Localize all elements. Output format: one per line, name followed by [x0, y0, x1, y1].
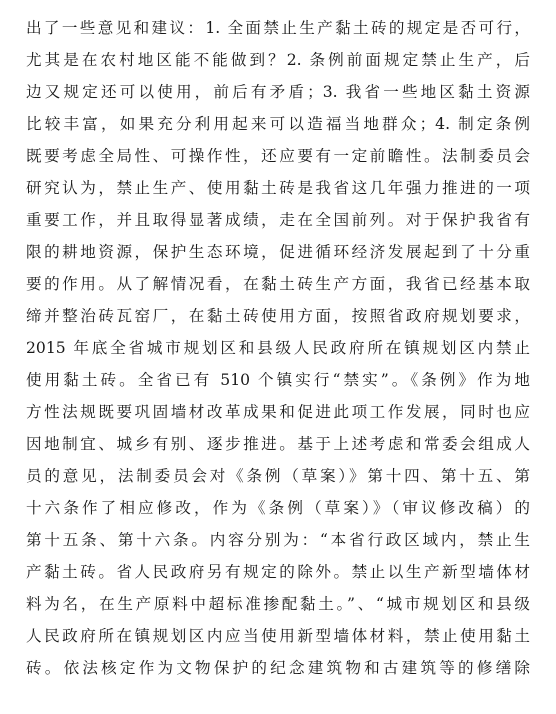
text-line-11: 2015 年底全省城市规划区和县级人民政府所在镇规划区内禁止	[26, 339, 530, 357]
text-line-10: 缔并整治砖瓦窑厂，在黏土砖使用方面，按照省政府规划要求，	[26, 307, 530, 325]
text-line-20: 人民政府所在镇规划区内应当使用新型墙体材料，禁止使用黏土	[26, 627, 530, 645]
text-line-13: 方性法规既要巩固墙材改革成果和促进此项工作发展，同时也应	[26, 403, 530, 421]
text-line-14: 因地制宜、城乡有别、逐步推进。基于上述考虑和常委会组成人	[26, 435, 530, 453]
text-line-9: 要的作用。从了解情况看，在黏土砖生产方面，我省已经基本取	[26, 275, 530, 293]
text-line-12: 使用黏土砖。全省已有 510 个镇实行“禁实”。《条例》作为地	[26, 371, 530, 389]
text-line-2: 尤其是在农村地区能不能做到？2. 条例前面规定禁止生产，后	[26, 51, 530, 69]
body-text	[26, 0, 530, 684]
text-line-5: 既要考虑全局性、可操作性，还应要有一定前瞻性。法制委员会	[26, 147, 530, 165]
text-line-16: 十六条作了相应修改，作为《条例（草案）》（审议修改稿）的	[26, 499, 530, 517]
text-line-7: 重要工作，并且取得显著成绩，走在全国前列。对于保护我省有	[26, 211, 530, 229]
text-line-18: 产黏土砖。省人民政府另有规定的除外。禁止以生产新型墙体材	[26, 563, 530, 581]
text-line-21: 砖。依法核定作为文物保护的纪念建筑物和古建筑等的修缮除	[26, 659, 530, 677]
text-line-4: 比较丰富，如果充分利用起来可以造福当地群众；4. 制定条例	[26, 115, 530, 133]
text-line-3: 边又规定还可以使用，前后有矛盾；3. 我省一些地区黏土资源	[26, 83, 530, 101]
text-line-15: 员的意见，法制委员会对《条例（草案）》第十四、第十五、第	[26, 467, 530, 485]
text-line-19: 料为名，在生产原料中超标准掺配黏土。”、“城市规划区和县级	[26, 595, 530, 613]
text-line-17: 第十五条、第十六条。内容分别为：“本省行政区域内，禁止生	[26, 531, 530, 549]
text-line-6: 研究认为，禁止生产、使用黏土砖是我省这几年强力推进的一项	[26, 179, 530, 197]
text-line-1: 出了一些意见和建议：1. 全面禁止生产黏土砖的规定是否可行，	[26, 19, 530, 37]
text-line-8: 限的耕地资源，保护生态环境，促进循环经济发展起到了十分重	[26, 243, 530, 261]
